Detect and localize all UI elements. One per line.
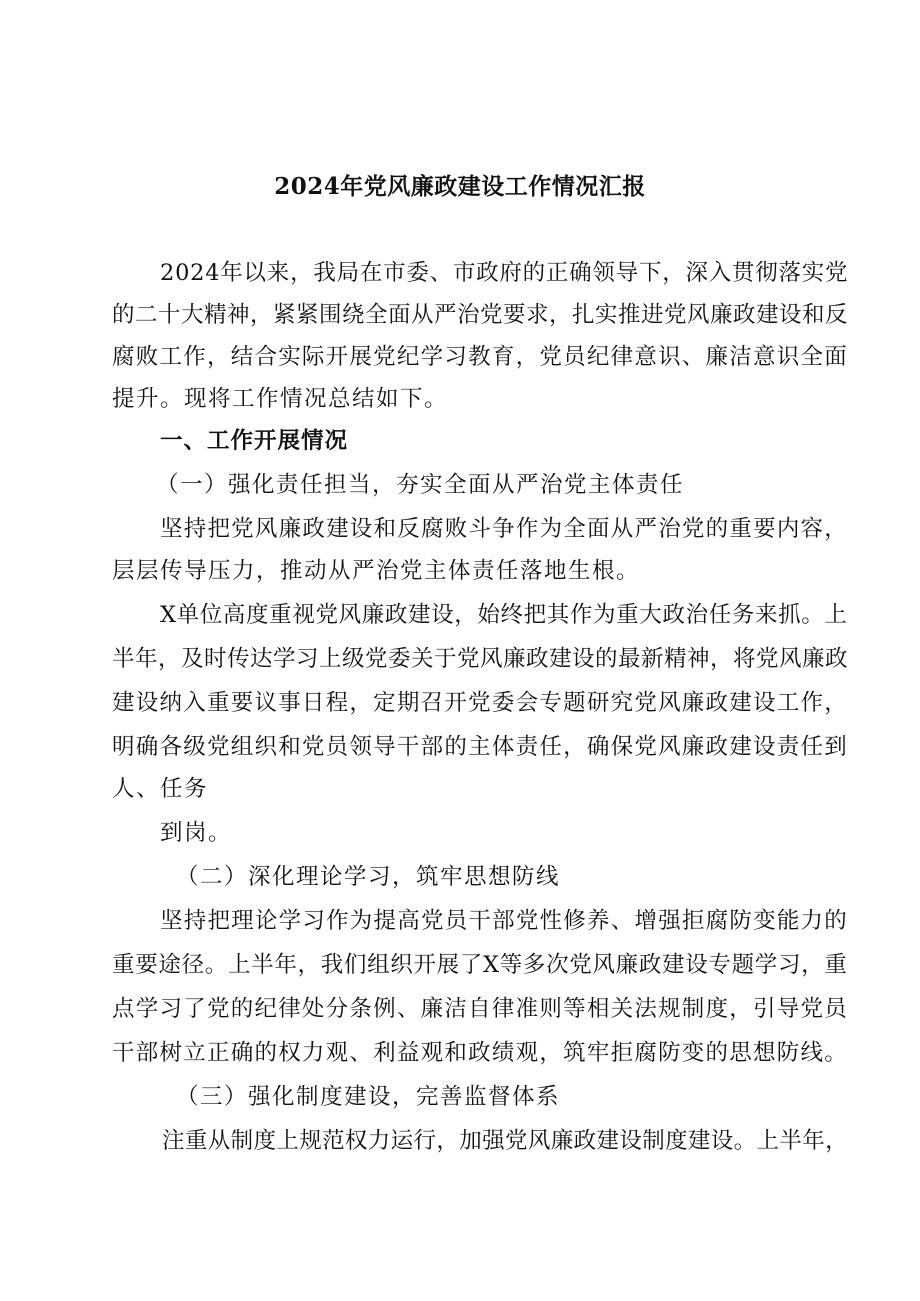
subsection-heading: （二）深化理论学习，筑牢思想防线 [176,864,561,890]
paragraph-line: 提升。现将工作情况总结如下。 [112,386,449,412]
paragraph-line: 明确各级党组织和党员领导干部的主体责任，确保党风廉政建设责任到 [112,734,849,760]
paragraph-line: 重要途径。上半年，我们组织开展了X等多次党风廉政建设专题学习，重 [112,952,848,978]
subsection-heading: （一）强化责任担当，夯实全面从严治党主体责任 [156,472,685,498]
subsection-heading: （三）强化制度建设，完善监督体系 [176,1084,561,1110]
paragraph-line: 层层传导压力，推动从严治党主体责任落地生根。 [112,558,641,584]
paragraph-line: 人、任务 [112,776,209,802]
paragraph-line: 半年，及时传达学习上级党委关于党风廉政建设的最新精神，将党风廉政 [112,646,849,672]
paragraph-line: 注重从制度上规范权力运行，加强党风廉政建设制度建设。上半年， [162,1128,849,1154]
paragraph-line: X单位高度重视党风廉政建设，始终把其作为重大政治任务来抓。上 [160,602,848,628]
paragraph-line: 点学习了党的纪律处分条例、廉洁自律准则等相关法规制度，引导党员 [112,996,849,1022]
paragraph-line: 2024年以来，我局在市委、市政府的正确领导下，深入贯彻落实党 [160,260,849,286]
paragraph-line: 的二十大精神，紧紧围绕全面从严治党要求，扎实推进党风廉政建设和反 [112,302,849,328]
paragraph-line: 建设纳入重要议事日程，定期召开党委会专题研究党风廉政建设工作， [112,690,849,716]
paragraph-line: 到岗。 [160,820,233,846]
paragraph-line: 坚持把理论学习作为提高党员干部党性修养、增强拒腐防变能力的 [160,908,849,934]
section-heading: 一、工作开展情况 [160,428,349,454]
paragraph-line: 干部树立正确的权力观、利益观和政绩观，筑牢拒腐防变的思想防线。 [112,1040,849,1066]
paragraph-line: 腐败工作，结合实际开展党纪学习教育，党员纪律意识、廉洁意识全面 [112,344,849,370]
paragraph-line: 坚持把党风廉政建设和反腐败斗争作为全面从严治党的重要内容， [160,516,849,542]
document-title: 2024年党风廉政建设工作情况汇报 [274,173,646,200]
